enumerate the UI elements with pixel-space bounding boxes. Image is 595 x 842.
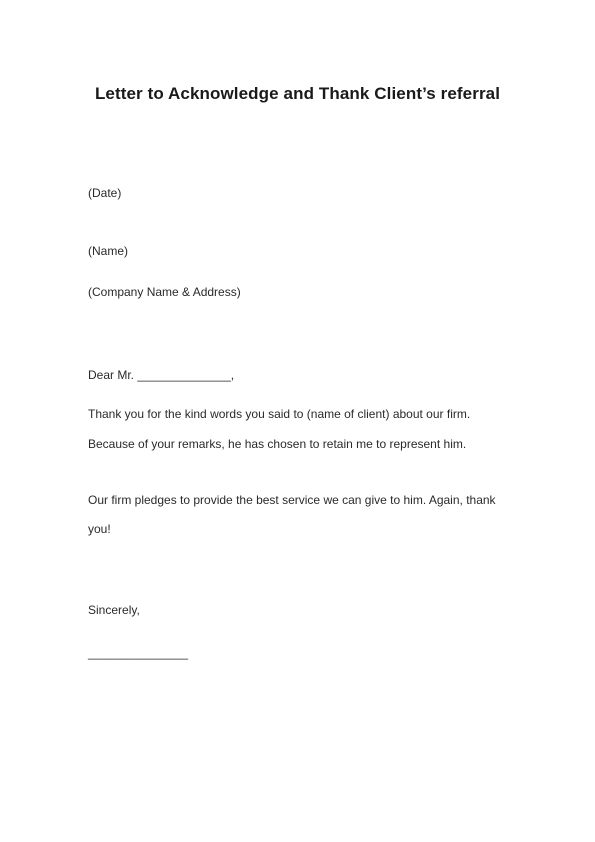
- date-placeholder: (Date): [88, 186, 122, 200]
- paragraph-1-line-1: Thank you for the kind words you said to (name of client) about our firm.: [88, 407, 471, 421]
- paragraph-2-line-1: Our firm pledges to provide the best service we can give to him. Again, thank: [88, 493, 496, 507]
- recipient-name-placeholder: (Name): [88, 244, 129, 258]
- closing: Sincerely,: [88, 603, 140, 617]
- paragraph-2-line-2: you!: [88, 522, 111, 536]
- paragraph-1-line-2: Because of your remarks, he has chosen to retain me to represent him.: [88, 437, 467, 451]
- salutation: Dear Mr. ______________,: [88, 368, 235, 382]
- company-address-placeholder: (Company Name & Address): [88, 285, 241, 299]
- signature-line: _______________: [88, 646, 189, 660]
- letter-title: Letter to Acknowledge and Thank Client’s referral: [94, 84, 501, 103]
